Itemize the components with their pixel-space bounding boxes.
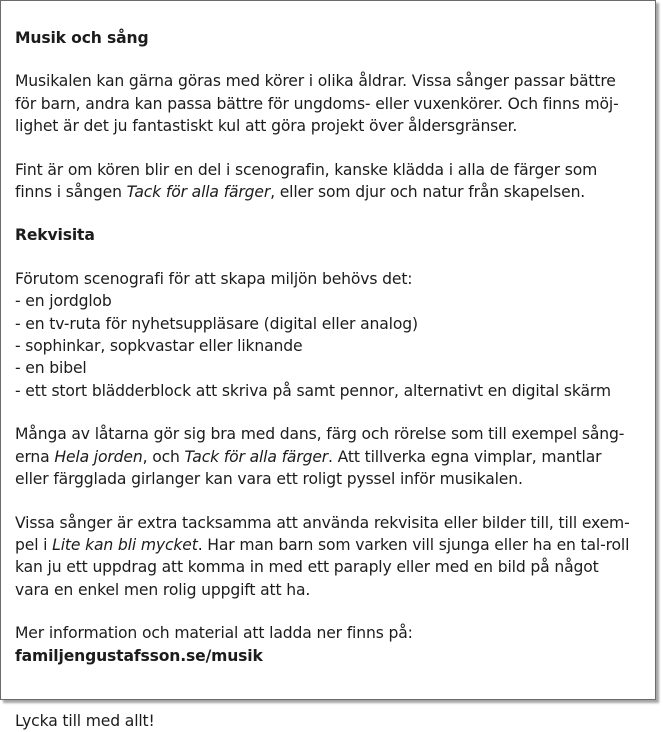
text-line: lighet är det ju fantastiskt kul att göra projekt över åldersgränser. — [15, 117, 518, 136]
song-title: Tack för alla färger — [126, 183, 271, 202]
heading-music: Musik och sång — [15, 29, 149, 47]
list-item: - ett stort blädderblock att skriva på samt pennor, alternativt en digital skärm — [15, 381, 611, 400]
text-line: eller färgglada girlanger kan vara ett roligt pyssel inför musikalen. — [15, 470, 523, 489]
spacer — [15, 203, 645, 224]
spacer — [15, 601, 645, 622]
text-segment: , och — [142, 447, 185, 466]
document-content — [15, 27, 645, 732]
paragraph-props-3 — [15, 423, 645, 490]
spacer — [15, 402, 645, 423]
list-item: - en tv-ruta för nyhetsuppläsare (digital eller analog) — [15, 314, 418, 333]
spacer — [15, 667, 645, 710]
text-line: Många av låtarna gör sig bra med dans, färg och rörelse som till exempel sång- — [15, 425, 625, 444]
list-item: - en jordglob — [15, 292, 112, 311]
text-line: vara en enkel men rolig uppgift att ha. — [15, 580, 311, 599]
list-item: - sophinkar, sopkvastar eller liknande — [15, 337, 303, 356]
song-title: Lite kan bli mycket — [52, 535, 198, 554]
text-line: för barn, andra kan passa bättre för ungdoms- eller vuxenkörer. Och finns möj- — [15, 94, 619, 113]
spacer — [15, 247, 645, 268]
text-line: Musikalen kan gärna göras med körer i olika åldrar. Vissa sånger passar bättre — [15, 72, 616, 91]
props-intro: Förutom scenografi för att skapa miljön behövs det: — [15, 269, 413, 288]
spacer — [15, 491, 645, 512]
text-line: Vissa sånger är extra tacksamma att använda rekvisita eller bilder till, till exem- — [15, 513, 630, 532]
text-segment: . Har man barn som varken vill sjunga eller ha en tal-roll — [197, 535, 630, 554]
text-segment: finns i sången — [15, 183, 127, 202]
heading-props: Rekvisita — [15, 226, 95, 245]
song-title: Hela jorden — [54, 447, 143, 466]
website-link[interactable]: familjengustafsson.se/musik — [15, 646, 263, 665]
text-segment: . Att tillverka egna vimplar, mantlar — [328, 447, 602, 466]
paragraph-music-2 — [15, 159, 645, 204]
paragraph-music-1 — [15, 70, 645, 137]
song-title: Tack för alla färger — [184, 447, 329, 466]
spacer — [15, 138, 645, 159]
paragraph-props-4 — [15, 512, 645, 602]
text-line: Fint är om kören blir en del i scenografin, kanske klädda i alla de färger som — [15, 160, 598, 179]
more-info-text: Mer information och material att ladda ner finns på: — [15, 624, 413, 643]
text-segment: , eller som djur och natur från skapelsen. — [270, 183, 586, 202]
text-segment: pel i — [15, 535, 53, 554]
spacer — [15, 49, 645, 70]
list-item: - en bibel — [15, 359, 87, 378]
text-segment: erna — [15, 447, 55, 466]
closing-text: Lycka till med allt! — [15, 711, 155, 730]
text-line: kan ju ett uppdrag att komma in med ett paraply eller med en bild på något — [15, 558, 599, 577]
